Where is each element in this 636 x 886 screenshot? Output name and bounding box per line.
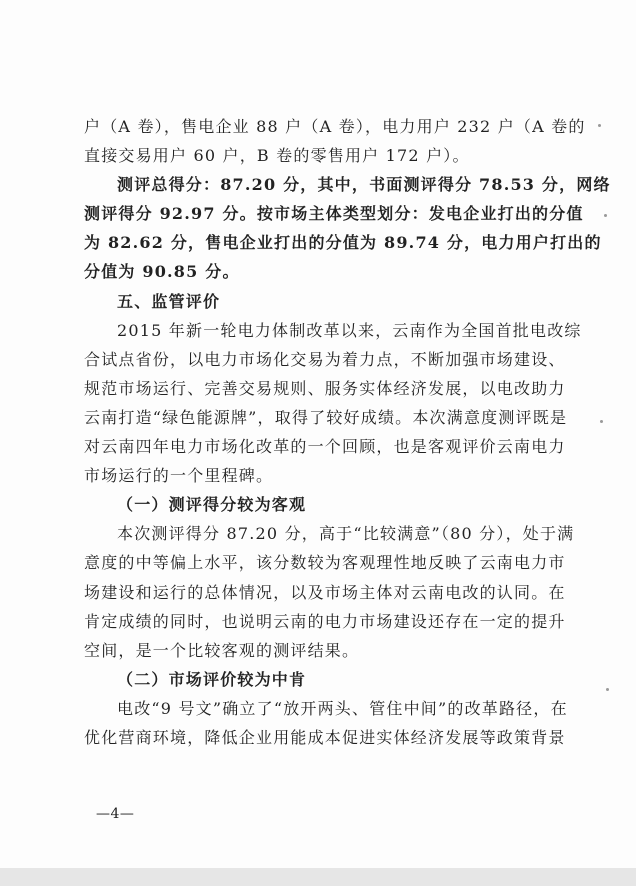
paragraph-2-line-1: 测评总得分：87.20 分，其中，书面测评得分 78.53 分，网络 bbox=[117, 175, 611, 195]
paragraph-2-line-4: 分值为 90.85 分。 bbox=[84, 262, 240, 282]
paragraph-2-line-2: 测评得分 92.97 分。按市场主体类型划分：发电企业打出的分值 bbox=[84, 204, 584, 224]
subsection-1-line-2: 意度的中等偏上水平，该分数较为客观理性地反映了云南电力市 bbox=[84, 553, 566, 573]
paragraph-1-line-2: 直接交易用户 60 户，B 卷的零售用户 172 户）。 bbox=[84, 146, 470, 166]
subsection-2-line-1: 电改“9 号文”确立了“放开两头、管住中间”的改革路径，在 bbox=[117, 698, 568, 718]
scan-speck bbox=[598, 124, 601, 127]
bottom-scan-edge bbox=[0, 868, 636, 886]
subsection-1-line-4: 肯定成绩的同时，也说明云南的电力市场建设还存在一定的提升 bbox=[84, 611, 566, 631]
paragraph-2-line-3: 为 82.62 分，售电企业打出的分值为 89.74 分，电力用户打出的 bbox=[84, 233, 602, 253]
section-5-heading: 五、监管评价 bbox=[117, 291, 221, 311]
scan-speck bbox=[606, 688, 609, 691]
section-5-line-6: 市场运行的一个里程碑。 bbox=[84, 466, 274, 486]
section-5-line-1: 2015 年新一轮电力体制改革以来，云南作为全国首批电改综 bbox=[117, 320, 582, 340]
section-5-line-5: 对云南四年电力市场化改革的一个回顾，也是客观评价云南电力 bbox=[84, 437, 566, 457]
scan-speck bbox=[604, 214, 607, 217]
subsection-1-line-3: 场建设和运行的总体情况，以及市场主体对云南电改的认同。在 bbox=[84, 582, 566, 602]
subsection-1-line-5: 空间，是一个比较客观的测评结果。 bbox=[84, 640, 360, 660]
section-5-line-3: 规范市场运行、完善交易规则、服务实体经济发展，以电改助力 bbox=[84, 378, 566, 398]
scan-speck bbox=[600, 420, 603, 423]
body-text bbox=[84, 112, 611, 752]
subsection-1-line-1: 本次测评得分 87.20 分，高于“比较满意”（80 分），处于满 bbox=[117, 524, 575, 544]
paragraph-1-line-1: 户（A 卷），售电企业 88 户（A 卷），电力用户 232 户（A 卷的 bbox=[84, 117, 586, 136]
subsection-1-heading: （一）测评得分较为客观 bbox=[117, 495, 307, 515]
section-5-line-2: 合试点省份，以电力市场化交易为着力点，不断加强市场建设、 bbox=[84, 349, 566, 369]
section-5-line-4: 云南打造“绿色能源牌”，取得了较好成绩。本次满意度测评既是 bbox=[84, 407, 568, 427]
subsection-2-line-2: 优化营商环境，降低企业用能成本促进实体经济发展等政策背景 bbox=[84, 727, 566, 747]
page-number: —4— bbox=[96, 806, 135, 822]
subsection-2-heading: （二）市场评价较为中肯 bbox=[117, 669, 307, 689]
